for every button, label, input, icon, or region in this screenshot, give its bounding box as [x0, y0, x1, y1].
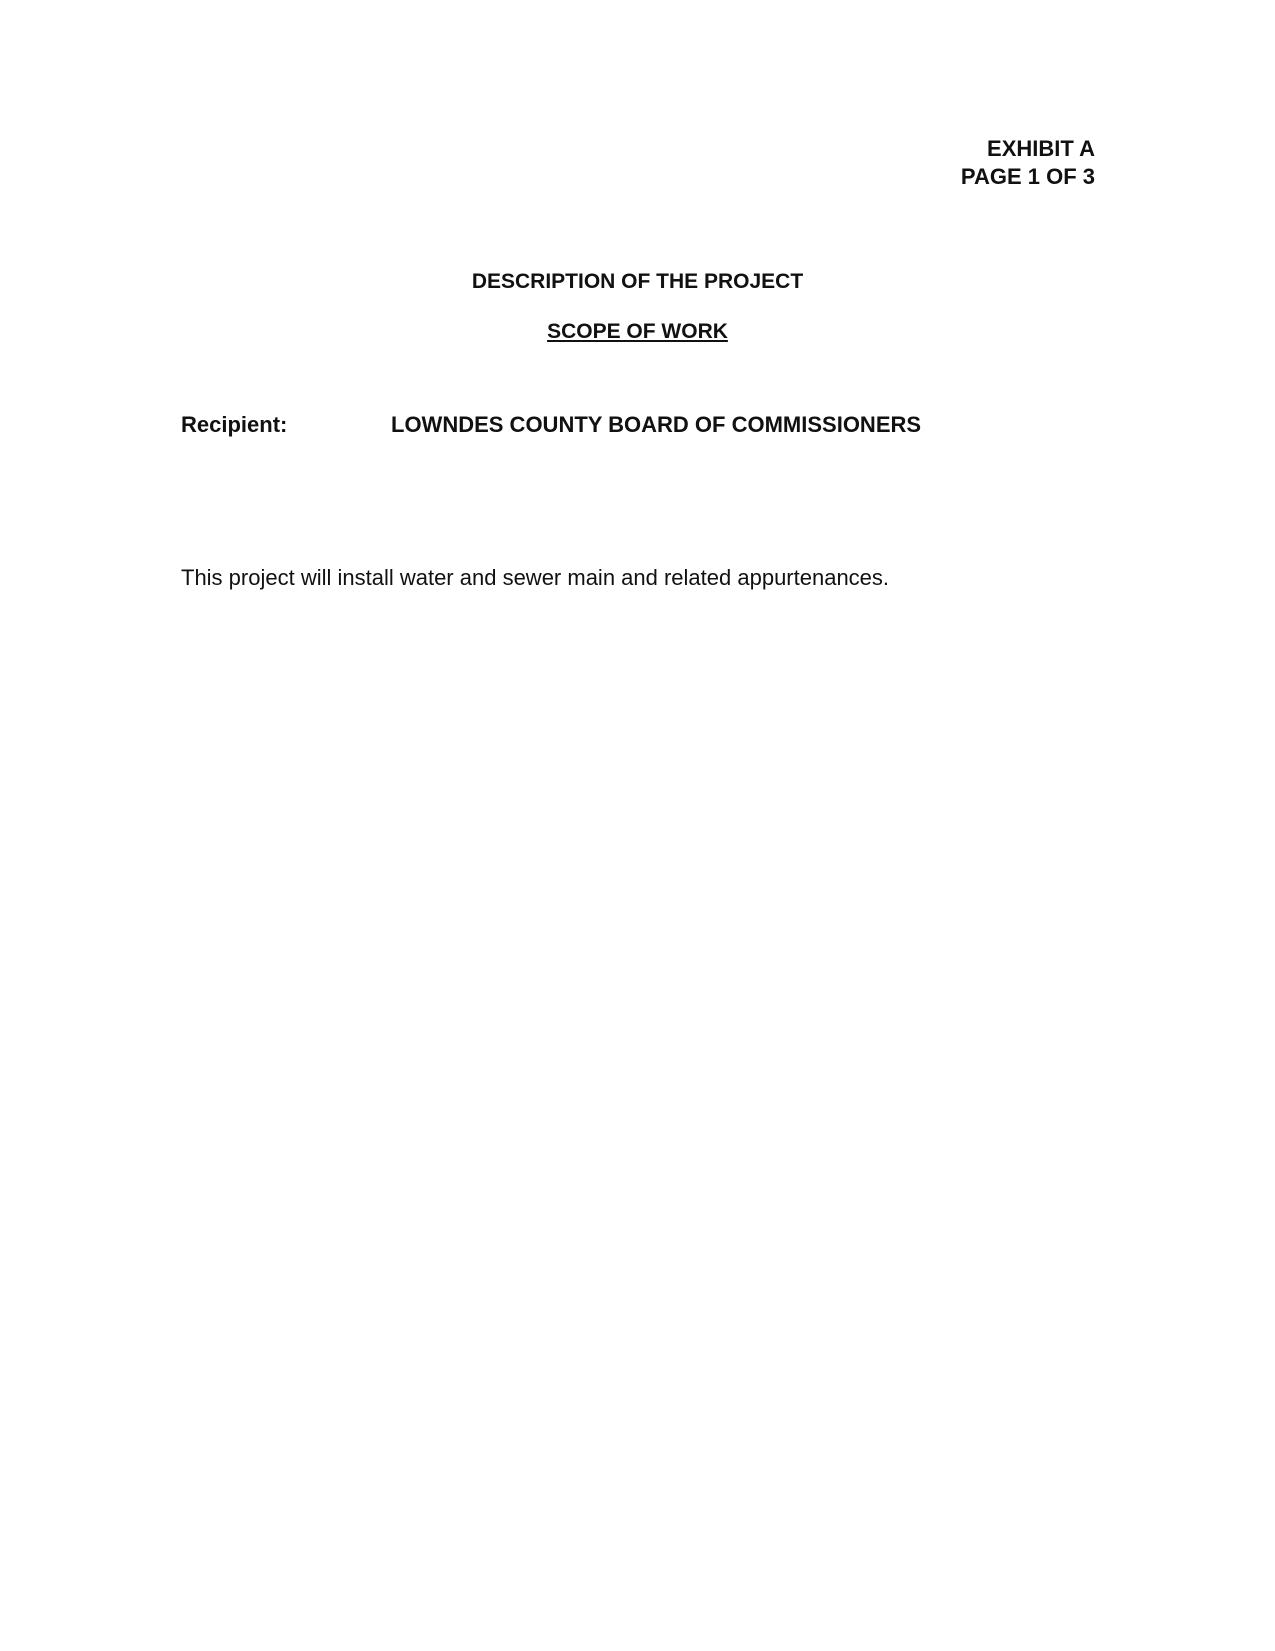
recipient-name: LOWNDES COUNTY BOARD OF COMMISSIONERS [391, 412, 922, 437]
project-description: This project will install water and sewer main and related appurtenances. [181, 565, 890, 590]
page-number: PAGE 1 OF 3 [960, 164, 1095, 189]
description-heading: DESCRIPTION OF THE PROJECT [471, 270, 804, 293]
recipient-label: Recipient: [181, 412, 288, 437]
exhibit-label: EXHIBIT A [987, 136, 1095, 161]
scope-heading: SCOPE OF WORK [547, 320, 728, 343]
exhibit-header [961, 135, 1095, 191]
